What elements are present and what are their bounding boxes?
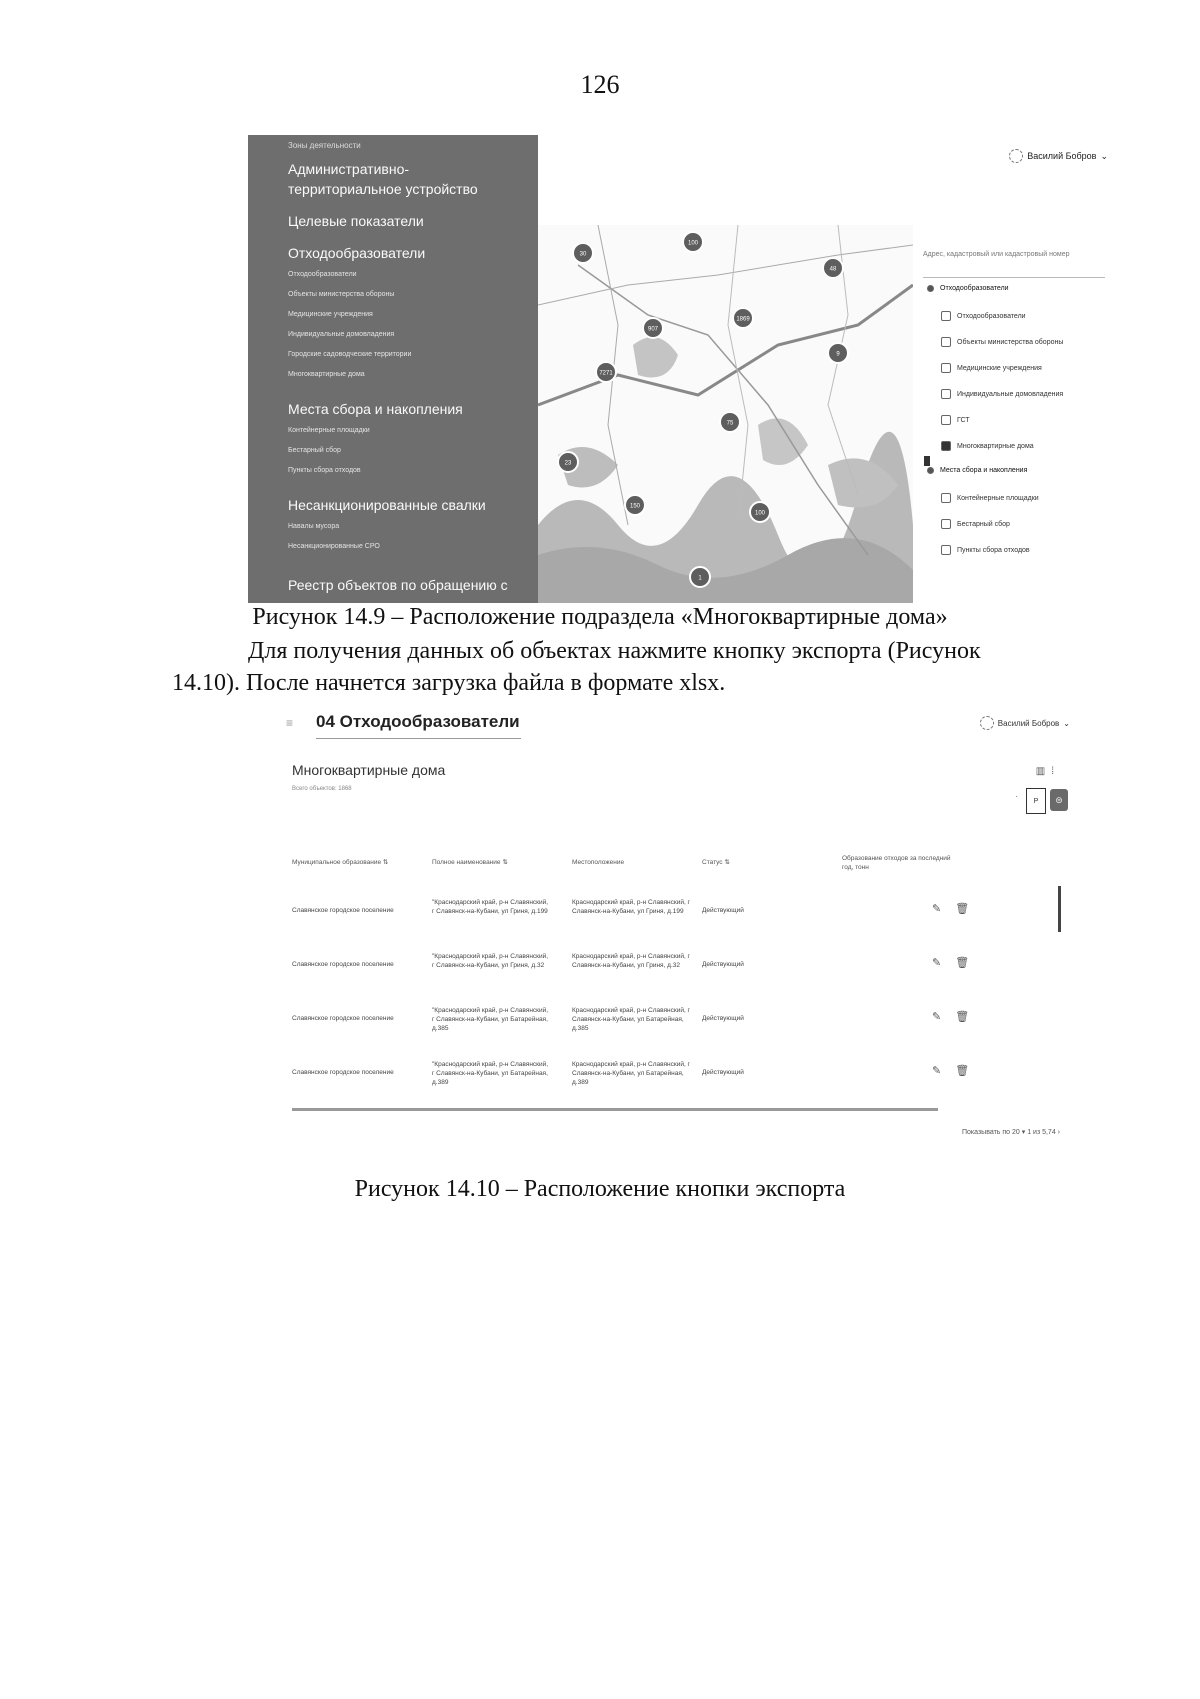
sidebar-item[interactable]: Многоквартирные дома: [288, 371, 365, 378]
user-menu[interactable]: [980, 716, 1070, 730]
dot-icon: ·: [1015, 792, 1018, 801]
filter-icon: ⊜: [1055, 794, 1063, 805]
menu-icon[interactable]: ≡: [286, 716, 294, 730]
column-header-municipality[interactable]: Муниципальное образование ⇅: [292, 859, 389, 866]
bullet-icon: [927, 285, 934, 292]
sidebar-item[interactable]: Отходообразователи: [288, 271, 357, 278]
layer-item[interactable]: [941, 337, 1063, 347]
figure-table-screenshot: [280, 710, 1080, 1150]
table-cell-location: Краснодарский край, р-н Славянский, г Славянск-на-Кубани, ул Батарейная, д.385: [572, 1007, 690, 1032]
horizontal-scrollbar[interactable]: [292, 1108, 938, 1111]
table-cell-location: Краснодарский край, р-н Славянский, г Славянск-на-Кубани, ул Гриня, д.199: [572, 899, 690, 915]
user-name: Василий Бобров: [997, 718, 1060, 728]
figure-map-screenshot: [248, 135, 1108, 603]
export-label: Р: [1033, 797, 1039, 805]
user-icon: [1009, 149, 1023, 163]
table-cell-location: Краснодарский край, р-н Славянский, г Славянск-на-Кубани, ул Батарейная, д.389: [572, 1061, 690, 1086]
layer-label: ГСТ: [957, 416, 970, 424]
pagination[interactable]: Показывать по 20 ▾ 1 из 5,74 ›: [962, 1129, 1060, 1136]
layer-icon: [941, 311, 951, 321]
vertical-scrollbar[interactable]: [1058, 886, 1061, 932]
sidebar-item[interactable]: Индивидуальные домовладения: [288, 331, 395, 338]
delete-icon[interactable]: 🗑: [955, 903, 970, 915]
sidebar-group-collection[interactable]: Места сбора и накопления: [288, 401, 463, 417]
table-cell-name: "Краснодарский край, р-н Славянский, г Славянск-на-Кубани, ул Гриня, д.199: [432, 899, 549, 915]
search-underline: [923, 277, 1105, 278]
layer-icon: [941, 545, 951, 555]
layer-item[interactable]: [941, 441, 1034, 451]
sidebar-item[interactable]: Медицинские учреждения: [288, 311, 373, 318]
edit-icon[interactable]: ✎: [932, 1065, 942, 1077]
layer-icon: [941, 519, 951, 529]
layer-icon: [941, 415, 951, 425]
map-cluster-count: 23: [564, 460, 572, 467]
delete-icon[interactable]: 🗑: [955, 957, 970, 969]
page-heading: Многоквартирные дома: [292, 762, 446, 778]
table-cell-status: Действующий: [702, 1069, 744, 1076]
grid-icon[interactable]: ▥: [1035, 766, 1052, 777]
layer-label: Бестарный сбор: [957, 520, 1010, 528]
row-actions: [932, 1010, 969, 1023]
column-header-location: Местоположение: [572, 859, 625, 866]
table-cell-municipality: Славянское городское поселение: [292, 1069, 394, 1076]
map-cluster-count: 100: [754, 510, 766, 517]
layer-item[interactable]: [941, 545, 1030, 555]
table-cell-name: "Краснодарский край, р-н Славянский, г Славянск-на-Кубани, ул Гриня, д.32: [432, 953, 549, 969]
bullet-icon: [927, 467, 934, 474]
layer-icon: [941, 389, 951, 399]
table-cell-municipality: Славянское городское поселение: [292, 1015, 394, 1022]
map-cluster-count: 7271: [599, 370, 613, 377]
layer-item[interactable]: [941, 415, 970, 425]
map-cluster-count: 907: [647, 326, 659, 333]
user-name: Василий Бобров: [1027, 151, 1097, 161]
layer-icon: [941, 441, 951, 451]
layer-label: Медицинские учреждения: [957, 364, 1042, 372]
page-number: 126: [580, 70, 620, 99]
layer-item[interactable]: [941, 363, 1042, 373]
sidebar-item[interactable]: Бестарный сбор: [288, 447, 341, 454]
paragraph-line-2: 14.10). После начнется загрузка файла в формате xlsx.: [172, 670, 726, 696]
sidebar-item[interactable]: Городские садоводческие территории: [288, 351, 412, 358]
table-cell-status: Действующий: [702, 961, 744, 968]
column-header-waste: Образование отходов за последний год, тонн: [842, 855, 951, 871]
map-cluster-count: 9: [836, 351, 840, 358]
map-canvas[interactable]: [538, 225, 913, 603]
map-cluster-count: 100: [687, 240, 699, 247]
paragraph-line-1: Для получения данных об объектах нажмите кнопку экспорта (Рисунок: [248, 638, 981, 664]
row-actions: [932, 1064, 969, 1077]
map-cluster-count: 1: [698, 575, 702, 582]
layer-label: Отходообразователи: [940, 285, 1009, 292]
map-view[interactable]: [538, 225, 913, 603]
delete-icon[interactable]: 🗑: [955, 1065, 970, 1077]
sidebar-item[interactable]: Навалы мусора: [288, 523, 340, 530]
table-cell-status: Действующий: [702, 1015, 744, 1022]
map-cluster-count: 30: [579, 251, 587, 258]
sidebar-item[interactable]: Контейнерные площадки: [288, 427, 370, 434]
edit-icon[interactable]: ✎: [932, 957, 942, 969]
search-input[interactable]: Адрес, кадастровый или кадастровый номер: [923, 251, 1070, 258]
objects-count: Всего объектов: 1868: [292, 786, 352, 792]
figure-caption-14-10: Рисунок 14.10 – Расположение кнопки экспорта: [354, 1176, 846, 1202]
map-cluster-count: 150: [629, 503, 641, 510]
table-cell-municipality: Славянское городское поселение: [292, 907, 394, 914]
section-title: 04 Отходообразователи: [316, 712, 520, 731]
layers-panel: [913, 135, 1108, 603]
user-menu[interactable]: [1009, 149, 1108, 163]
sidebar-group-dumps[interactable]: Несанкционированные свалки: [288, 497, 486, 513]
column-header-name[interactable]: Полное наименование ⇅: [432, 859, 508, 866]
row-actions: [932, 956, 969, 969]
sidebar-group-registry[interactable]: Реестр объектов по обращению с: [288, 577, 508, 593]
delete-icon[interactable]: 🗑: [955, 1011, 970, 1023]
table-cell-name: "Краснодарский край, р-н Славянский, г Славянск-на-Кубани, ул Батарейная, д.389: [432, 1061, 549, 1086]
layer-item[interactable]: [941, 493, 1039, 503]
section-underline: [316, 738, 521, 739]
sidebar-group-admin-1[interactable]: Административно-: [288, 161, 410, 177]
layer-group[interactable]: [927, 285, 1009, 292]
filter-button[interactable]: [1050, 789, 1068, 811]
edit-icon[interactable]: ✎: [932, 1011, 942, 1023]
sidebar-group-targets[interactable]: Целевые показатели: [288, 213, 424, 229]
figure-caption-14-9: Рисунок 14.9 – Расположение подраздела «Многоквартирные дома»: [252, 604, 948, 630]
map-cluster-count: 1869: [736, 316, 750, 323]
table-cell-location: Краснодарский край, р-н Славянский, г Славянск-на-Кубани, ул Гриня, д.32: [572, 953, 690, 969]
table-cell-name: "Краснодарский край, р-н Славянский, г Славянск-на-Кубани, ул Батарейная, д.385: [432, 1007, 549, 1032]
layer-group[interactable]: [927, 467, 1027, 474]
map-cluster-count: 75: [726, 420, 734, 427]
layer-icon: [941, 337, 951, 347]
sidebar-item[interactable]: Несанкционированные СРО: [288, 543, 380, 550]
active-item-marker: [924, 456, 930, 466]
sidebar-group-admin-2[interactable]: территориальное устройство: [288, 181, 478, 197]
map-cluster-count: 48: [829, 266, 837, 273]
columns-icon[interactable]: ⁞: [1051, 766, 1060, 777]
layer-label: Контейнерные площадки: [957, 494, 1039, 502]
table-cell-municipality: Славянское городское поселение: [292, 961, 394, 968]
toolbar-icons: [1036, 766, 1060, 777]
sidebar-item[interactable]: Пункты сбора отходов: [288, 467, 361, 474]
sidebar-group-waste-generators[interactable]: Отходообразователи: [288, 245, 426, 261]
layer-label: Места сбора и накопления: [940, 467, 1028, 474]
layer-label: Объекты министерства обороны: [957, 338, 1064, 346]
user-icon: [980, 716, 994, 730]
chevron-down-icon: ⌄: [1100, 150, 1108, 161]
row-actions: [932, 902, 969, 915]
chevron-down-icon: ⌄: [1063, 718, 1070, 728]
table-cell-status: Действующий: [702, 907, 744, 914]
layer-label: Отходообразователи: [957, 312, 1026, 320]
edit-icon[interactable]: ✎: [932, 903, 942, 915]
layer-label: Индивидуальные домовладения: [957, 390, 1064, 398]
export-button[interactable]: [1026, 788, 1046, 814]
sidebar-caption: Зоны деятельности: [288, 141, 361, 150]
column-header-status[interactable]: Статус ⇅: [702, 859, 730, 866]
layer-item[interactable]: [941, 389, 1063, 399]
layer-label: Многоквартирные дома: [957, 442, 1034, 450]
layer-item[interactable]: [941, 519, 1010, 529]
layer-item[interactable]: [941, 311, 1026, 321]
layer-label: Пункты сбора отходов: [957, 546, 1030, 554]
layer-icon: [941, 363, 951, 373]
activity-sidebar: [248, 135, 538, 603]
layer-icon: [941, 493, 951, 503]
sidebar-item[interactable]: Объекты министерства обороны: [288, 291, 395, 298]
